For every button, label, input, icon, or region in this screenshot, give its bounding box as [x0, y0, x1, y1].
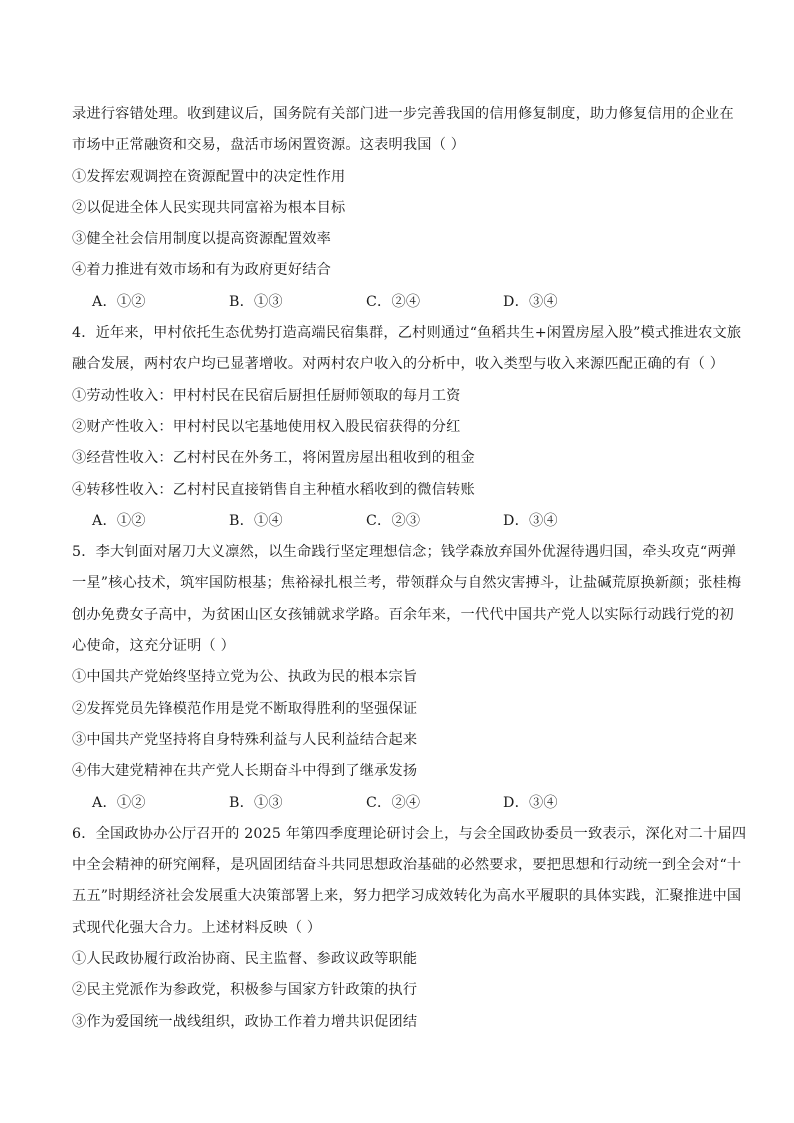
answer-options	[72, 287, 732, 318]
option-d: D．③④	[503, 512, 558, 529]
statement: ②以促进全体人民实现共同富裕为根本目标	[72, 199, 346, 216]
option-d: D．③④	[503, 293, 558, 310]
statement: ②民主党派作为参政党，积极参与国家方针政策的执行	[72, 982, 418, 999]
question-stem-line: 创办免费女子高中，为贫困山区女孩铺就求学路。百余年来，一代代中国共产党人以实际行动践行党的初	[72, 606, 734, 623]
question-4	[72, 318, 742, 537]
statement: ②发挥党员先锋模范作用是党不断取得胜利的坚强保证	[72, 700, 418, 717]
question-stem-line: 一星”核心技术，筑牢国防根基；焦裕禄扎根兰考，带领群众与自然灾害搏斗，让盐碱荒原换新颜；张桂梅	[72, 575, 742, 592]
option-b: B．①③	[229, 794, 283, 811]
question-stem-line: 心使命，这充分证明（ ）	[72, 638, 235, 655]
question-stem-line: 融合发展，两村农户均已显著增收。对两村农户收入的分析中，收入类型与收入来源匹配正确的有（ ）	[72, 356, 725, 373]
answer-options	[72, 788, 732, 819]
statement: ④伟大建党精神在共产党人长期奋斗中得到了继承发扬	[72, 763, 418, 780]
question-stem-line: 五五”时期经济社会发展重大决策部署上来，努力把学习成效转化为高水平履职的具体实践，汇聚推进中国	[72, 888, 742, 905]
question-stem-line: 6．全国政协办公厅召开的 2025 年第四季度理论研讨会上，与会全国政协委员一致表示，深化对二十届四	[72, 825, 747, 842]
question-5	[72, 537, 742, 819]
question-stem-line: 录进行容错处理。收到建议后，国务院有关部门进一步完善我国的信用修复制度，助力修复信用的企业在	[72, 106, 734, 122]
option-b: B．①③	[229, 293, 283, 310]
statement: ③中国共产党坚持将自身特殊利益与人民利益结合起来	[72, 731, 418, 748]
option-c: C．②④	[366, 293, 421, 310]
question-stem-line: 中全会精神的研究阐释，是巩固团结奋斗共同思想政治基础的必然要求，要把思想和行动统一到全会对“十	[72, 857, 742, 874]
statement: ①劳动性收入：甲村村民在民宿后厨担任厨师领取的每月工资	[72, 387, 461, 404]
statement: ③作为爱国统一战线组织，政协工作着力增共识促团结	[72, 1013, 418, 1030]
option-a: A．①②	[92, 512, 146, 529]
page-content	[72, 99, 747, 1038]
option-c: C．②④	[366, 794, 421, 811]
statement: ②财产性收入：甲村村民以宅基地使用权入股民宿获得的分红	[72, 418, 461, 435]
answer-options	[72, 506, 732, 537]
question-stem-line: 5．李大钊面对屠刀大义凛然，以生命践行坚定理想信念；钱学森放弃国外优渥待遇归国，牵头攻克“两弹	[72, 544, 737, 561]
statement: ①人民政协履行政治协商、民主监督、参政议政等职能	[72, 951, 418, 968]
statement: ④着力推进有效市场和有为政府更好结合	[72, 262, 331, 279]
option-c: C．②③	[366, 512, 421, 529]
statement: ③健全社会信用制度以提高资源配置效率	[72, 231, 331, 248]
option-d: D．③④	[503, 794, 558, 811]
option-a: A．①②	[92, 293, 146, 310]
question-3	[72, 99, 732, 318]
question-stem-line: 市场中正常融资和交易，盘活市场闲置资源。这表明我国（ ）	[72, 137, 466, 154]
statement: ①中国共产党始终坚持立党为公、执政为民的根本宗旨	[72, 669, 418, 686]
statement: ③经营性收入：乙村村民在外务工，将闲置房屋出租收到的租金	[72, 450, 475, 467]
statement: ④转移性收入：乙村村民直接销售自主种植水稻收到的微信转账	[72, 481, 475, 498]
statement: ①发挥宏观调控在资源配置中的决定性作用	[72, 168, 346, 185]
question-stem-line: 式现代化强大合力。上述材料反映（ ）	[72, 919, 322, 936]
question-6	[72, 819, 747, 1038]
option-a: A．①②	[92, 794, 146, 811]
question-stem-line: 4．近年来，甲村依托生态优势打造高端民宿集群，乙村则通过“鱼稻共生+闲置房屋入股”模式推进农文旅	[72, 325, 742, 342]
option-b: B．①④	[229, 512, 283, 529]
